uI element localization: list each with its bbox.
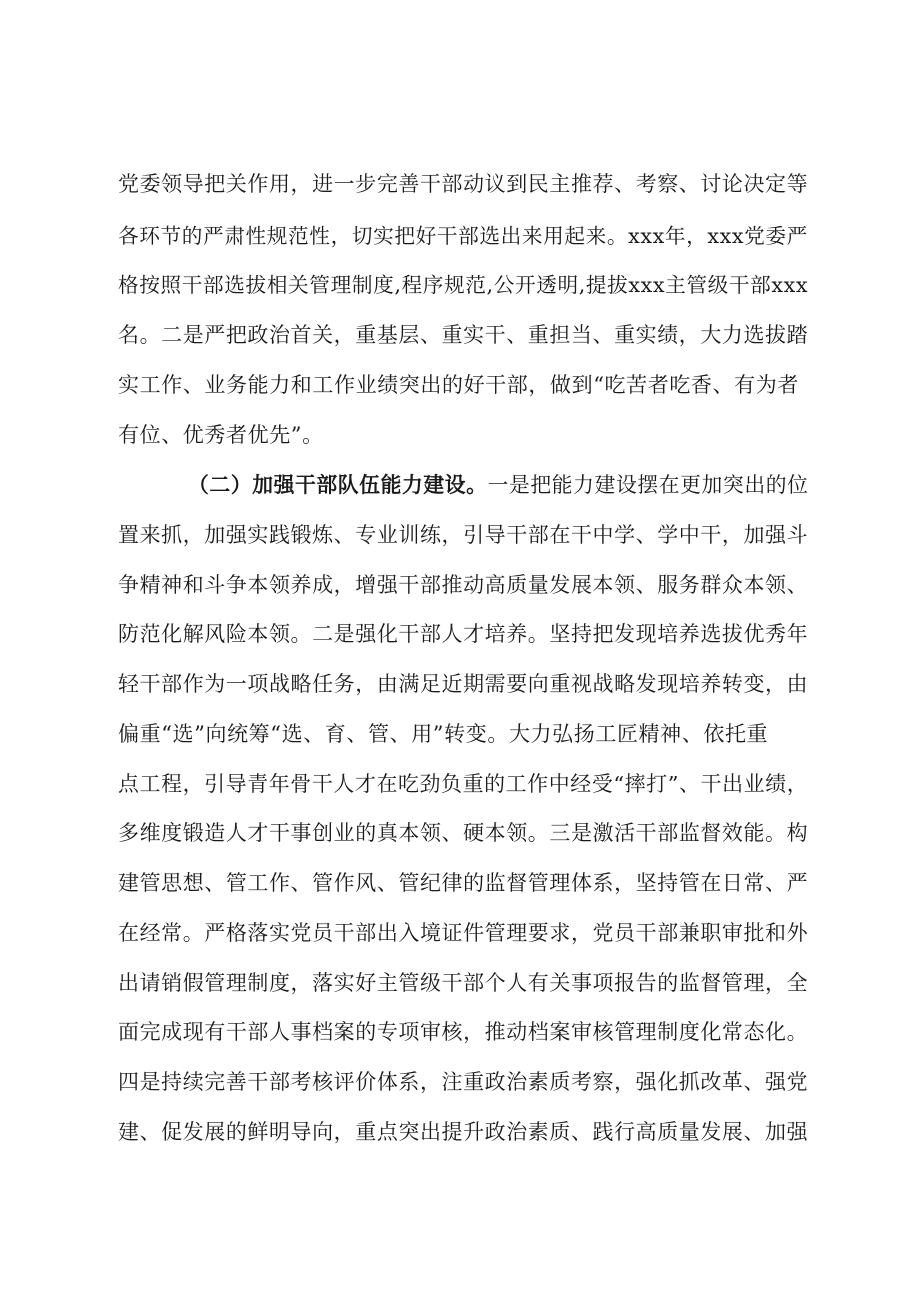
paragraph-2-line-5: 轻干部作为一项战略任务，由满足近期需要向重视战略发现培养转变，由	[118, 672, 809, 696]
paragraph-2-line-2: 置来抓，加强实践锻炼、专业训练，引导干部在干中学、学中干，加强斗	[118, 523, 809, 547]
paragraph-2-line-4: 防范化解风险本领。二是强化干部人才培养。坚持把发现培养选拔优秀年	[118, 622, 809, 646]
paragraph-2-line-9: 建管思想、管工作、管作风、管纪律的监督管理体系，坚持管在日常、严	[118, 871, 809, 895]
paragraph-2-line-10: 在经常。严格落实党员干部出入境证件管理要求，党员干部兼职审批和外	[118, 921, 809, 945]
paragraph-1-line-3: 格按照干部选拔相关管理制度,程序规范,公开透明,提拔xxx主管级干部xxx	[118, 273, 809, 297]
paragraph-2-line-3: 争精神和斗争本领养成，增强干部推动高质量发展本领、服务群众本领、	[118, 573, 809, 597]
paragraph-1-line-1: 党委领导把关作用，进一步完善干部动议到民主推荐、考察、讨论决定等	[118, 172, 809, 196]
paragraph-1-line-6: 有位、优秀者优先”。	[118, 423, 324, 447]
paragraph-2-line-7: 点工程，引导青年骨干人才在吃劲负重的工作中经受“摔打”、干出业绩，	[118, 772, 809, 796]
paragraph-2-line-8: 多维度锻造人才干事创业的真本领、硬本领。三是激活干部监督效能。构	[118, 821, 809, 845]
paragraph-2-line-13: 四是持续完善干部考核评价体系，注重政治素质考察，强化抓改革、强党	[118, 1070, 809, 1094]
paragraph-1-line-2: 各环节的严肃性规范性，切实把好干部选出来用起来。xxx年，xxx党委严	[118, 224, 808, 248]
paragraph-1-line-4: 名。二是严把政治首关，重基层、重实干、重担当、重实绩，大力选拔踏	[118, 323, 809, 347]
paragraph-1-line-5: 实工作、业务能力和工作业绩突出的好干部，做到“吃苦者吃香、有为者	[118, 373, 799, 397]
paragraph-2-first-line-text: 一是把能力建设摆在更加突出的位	[487, 473, 809, 497]
paragraph-2-line-6: 偏重“选”向统筹“选、育、管、用”转变。大力弘扬工匠精神、依托重	[118, 722, 769, 746]
paragraph-2-first-line	[188, 468, 809, 502]
section-heading: （二）加强干部队伍能力建设。	[188, 473, 488, 497]
paragraph-2-line-12: 面完成现有干部人事档案的专项审核，推动档案审核管理制度化常态化。	[118, 1020, 809, 1044]
paragraph-2-line-11: 出请销假管理制度，落实好主管级干部个人有关事项报告的监督管理，全	[118, 971, 809, 995]
paragraph-2-line-14: 建、促发展的鲜明导向，重点突出提升政治素质、践行高质量发展、加强	[118, 1120, 809, 1144]
